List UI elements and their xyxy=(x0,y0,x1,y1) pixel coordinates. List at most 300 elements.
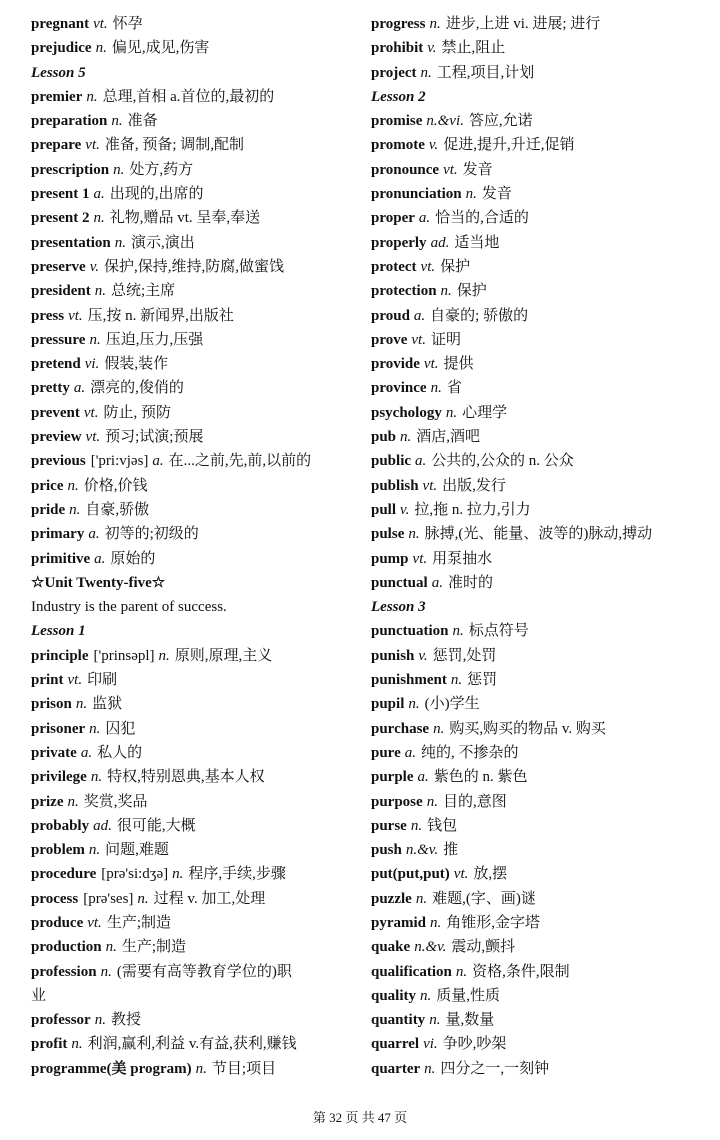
vocab-entry xyxy=(371,522,701,546)
entry-word: pronounce xyxy=(371,161,440,178)
entry-definition: 监狱 xyxy=(92,696,123,713)
vocab-entry xyxy=(371,741,701,765)
entry-definition: 礼物,赠品 vt. 呈奉,奉送 xyxy=(109,210,261,227)
vocab-entry xyxy=(371,935,701,959)
entry-definition: 预习;试演;预展 xyxy=(105,429,204,446)
entry-definition: 原始的 xyxy=(110,550,156,567)
entry-definition: 紫色的 n. 紫色 xyxy=(433,769,528,786)
entry-word: price xyxy=(31,477,64,494)
vocab-entry xyxy=(31,449,361,473)
vocab-entry xyxy=(371,1008,701,1032)
vocab-entry xyxy=(371,668,701,692)
entry-definition: 怀孕 xyxy=(112,16,143,32)
entry-word: pressure xyxy=(31,331,86,348)
entry-word: purple xyxy=(371,769,414,786)
entry-word: quality xyxy=(371,987,417,1004)
entry-word: pronunciation xyxy=(371,186,462,203)
entry-definition: 纯的, 不掺杂的 xyxy=(420,744,519,761)
entry-part-of-speech: ad. xyxy=(430,234,450,251)
entry-part-of-speech: a. xyxy=(418,210,431,227)
entry-part-of-speech: n. xyxy=(75,696,88,713)
entry-word: quarrel xyxy=(371,1036,420,1053)
entry-definition: 出版,发行 xyxy=(442,477,506,494)
entry-part-of-speech: a. xyxy=(404,744,416,761)
entry-word: protection xyxy=(371,283,437,300)
entry-definition: 保护,保持,维持,防腐,做蜜饯 xyxy=(104,258,285,275)
entry-part-of-speech: n. xyxy=(158,647,170,664)
vocab-entry xyxy=(371,571,701,595)
vocab-entry xyxy=(371,255,701,279)
entry-word: president xyxy=(31,283,91,300)
entry-definition: 购买,购买的物品 v. 购买 xyxy=(449,720,606,737)
entry-definition: 出现的,出席的 xyxy=(109,186,204,203)
entry-part-of-speech: vt. xyxy=(412,550,428,567)
entry-word: properly xyxy=(371,234,427,251)
entry-definition: 钱包 xyxy=(427,817,458,834)
vocab-entry xyxy=(371,206,701,230)
entry-definition: (小)学生 xyxy=(424,696,480,713)
entry-word: protect xyxy=(371,258,417,275)
vocab-entry xyxy=(31,231,361,255)
entry-part-of-speech: vt. xyxy=(453,866,469,883)
vocab-entry xyxy=(371,425,701,449)
entry-word: pretty xyxy=(31,380,70,397)
entry-definition: 生产;制造 xyxy=(121,939,186,956)
entry-word: presentation xyxy=(31,234,111,251)
page-footer: 第 32 页 共 47 页 xyxy=(312,1110,408,1125)
vocab-entry xyxy=(31,1057,361,1081)
entry-definition: 原则,原理,主义 xyxy=(174,647,273,664)
entry-definition: 教授 xyxy=(110,1012,141,1029)
vocab-entry xyxy=(371,717,701,741)
entry-word: promise xyxy=(371,113,423,130)
entry-definition: 利润,赢利,利益 v.有益,获利,赚钱 xyxy=(87,1036,297,1053)
entry-word: procedure xyxy=(31,866,97,883)
entry-definition: 答应,允诺 xyxy=(468,113,533,130)
entry-definition: 标点符号 xyxy=(468,623,529,640)
vocab-entry xyxy=(31,158,361,182)
entry-word: premier xyxy=(31,88,83,105)
entry-word: pyramid xyxy=(371,914,427,931)
entry-definition: 保护 xyxy=(440,258,471,275)
entry-word: profession xyxy=(31,963,97,980)
vocab-entry xyxy=(371,887,701,911)
entry-word: primitive xyxy=(31,550,91,567)
vocab-entry xyxy=(31,401,361,425)
entry-word: progress xyxy=(371,16,426,32)
entry-part-of-speech: vi. xyxy=(84,356,100,373)
entry-part-of-speech: n. xyxy=(440,283,452,300)
vocab-entry xyxy=(371,498,701,522)
lesson-heading: Lesson 2 xyxy=(371,88,426,105)
entry-definition: 工程,项目,计划 xyxy=(436,64,535,81)
entry-definition: 节目;项目 xyxy=(211,1060,277,1077)
vocab-entry xyxy=(371,547,701,571)
entry-definition: 问题,难题 xyxy=(105,842,169,859)
entry-part-of-speech: n. xyxy=(445,404,458,421)
entry-word: promote xyxy=(371,137,425,154)
vocab-entry xyxy=(371,279,701,303)
vocab-entry xyxy=(31,109,361,133)
entry-part-of-speech: a. xyxy=(73,380,86,397)
entry-definition: 初等的;初级的 xyxy=(104,526,199,543)
entry-word: prison xyxy=(31,696,72,713)
vocab-entry xyxy=(31,279,361,303)
entry-word: pulse xyxy=(371,526,405,543)
entry-definition: 目的,意图 xyxy=(442,793,507,810)
entry-definition: 程序,手续,步骤 xyxy=(188,866,286,883)
entry-part-of-speech: n. xyxy=(429,1012,441,1029)
entry-part-of-speech: n. xyxy=(95,40,107,57)
entry-definition: 角锥形,金字塔 xyxy=(446,914,541,931)
vocab-entry xyxy=(31,12,361,36)
entry-part-of-speech: n. xyxy=(67,793,79,810)
entry-part-of-speech: n. xyxy=(94,283,106,300)
entry-part-of-speech: a. xyxy=(413,307,426,324)
entry-part-of-speech: vt. xyxy=(443,161,458,178)
vocab-entry xyxy=(31,741,361,765)
entry-definition: 进步,上进 vi. 进展; 进行 xyxy=(445,16,601,32)
entry-part-of-speech: n.&v. xyxy=(405,842,439,859)
entry-part-of-speech: n. xyxy=(105,939,117,956)
vocab-entry xyxy=(371,765,701,789)
vocab-entry xyxy=(31,474,361,498)
entry-word: programme(美 program) xyxy=(31,1060,192,1077)
entry-word: pull xyxy=(371,501,397,518)
entry-word: produce xyxy=(31,914,84,931)
text-line: 业 xyxy=(31,987,47,1004)
vocab-entry xyxy=(31,1032,361,1056)
entry-word: pride xyxy=(31,501,66,518)
vocab-entry xyxy=(371,158,701,182)
vocab-entry xyxy=(371,790,701,814)
vocab-entry xyxy=(371,911,701,935)
entry-word: private xyxy=(31,744,77,761)
entry-phonetic: [prə'ses] xyxy=(83,890,134,907)
vocab-entry xyxy=(371,36,701,60)
entry-word: purpose xyxy=(371,793,423,810)
entry-part-of-speech: n. xyxy=(195,1060,207,1077)
entry-definition: 提供 xyxy=(443,356,474,373)
entry-word: provide xyxy=(371,356,420,373)
vocab-entry xyxy=(31,935,361,959)
vocab-entry xyxy=(31,960,361,984)
vocab-entry xyxy=(31,717,361,741)
vocab-entry xyxy=(31,182,361,206)
entry-definition: 放,摆 xyxy=(473,866,508,883)
entry-word: print xyxy=(31,672,64,689)
entry-word: preparation xyxy=(31,113,108,130)
vocab-entry xyxy=(31,376,361,400)
vocab-entry xyxy=(31,814,361,838)
entry-definition: 省 xyxy=(446,380,462,397)
entry-word: province xyxy=(371,380,427,397)
entry-part-of-speech: v. xyxy=(89,258,99,275)
entry-definition: 私人的 xyxy=(97,744,143,761)
entry-definition: 震动,颤抖 xyxy=(451,939,516,956)
vocab-entry xyxy=(371,474,701,498)
entry-definition: 准备 xyxy=(127,113,158,130)
entry-definition: 心理学 xyxy=(462,404,508,421)
entry-definition: 过程 v. 加工,处理 xyxy=(153,890,266,907)
vocab-entry xyxy=(371,376,701,400)
entry-word: prevent xyxy=(31,404,80,421)
entry-part-of-speech: a. xyxy=(94,550,106,567)
entry-part-of-speech: n. xyxy=(465,186,477,203)
entry-part-of-speech: a. xyxy=(88,526,100,543)
entry-definition: 漂亮的,俊俏的 xyxy=(90,380,184,397)
entry-phonetic: ['pri:vjəs] xyxy=(90,453,149,470)
entry-word: primary xyxy=(31,526,85,543)
entry-part-of-speech: n. xyxy=(88,842,101,859)
vocab-entry xyxy=(31,887,361,911)
entry-word: principle xyxy=(31,647,89,664)
entry-part-of-speech: n. xyxy=(450,672,463,689)
entry-definition: 证明 xyxy=(430,331,461,348)
lesson-heading: Lesson 1 xyxy=(31,623,86,640)
vocab-entry xyxy=(31,206,361,230)
entry-part-of-speech: n. xyxy=(89,720,101,737)
vocab-entry xyxy=(371,814,701,838)
vocab-entry xyxy=(31,255,361,279)
entry-part-of-speech: n. xyxy=(429,16,441,32)
vocab-entry xyxy=(371,449,701,473)
entry-part-of-speech: n. xyxy=(114,234,126,251)
entry-word: punish xyxy=(371,647,415,664)
entry-word: punctual xyxy=(371,574,428,591)
vocab-entry xyxy=(31,692,361,716)
entry-word: push xyxy=(371,842,402,859)
entry-definition: 争吵,吵架 xyxy=(442,1036,507,1053)
vocab-entry xyxy=(371,109,701,133)
vocab-entry xyxy=(31,85,361,109)
entry-definition: 很可能,大概 xyxy=(116,817,196,834)
vocab-entry xyxy=(31,328,361,352)
entry-word: production xyxy=(31,939,102,956)
entry-definition: 在...之前,先,前,以前的 xyxy=(168,453,312,470)
entry-word: professor xyxy=(31,1012,91,1029)
entry-part-of-speech: n. xyxy=(430,914,442,931)
entry-part-of-speech: n. xyxy=(113,161,125,178)
entry-word: pupil xyxy=(371,696,405,713)
entry-word: punishment xyxy=(371,672,447,689)
entry-definition: 公共的,公众的 n. 公众 xyxy=(431,453,574,470)
vocab-entry xyxy=(31,1008,361,1032)
entry-part-of-speech: n. xyxy=(433,720,445,737)
entry-definition: 惩罚,处罚 xyxy=(432,647,497,664)
entry-word: put(put,put) xyxy=(371,866,450,883)
entry-definition: 演示,演出 xyxy=(130,234,195,251)
entry-part-of-speech: ad. xyxy=(93,817,112,834)
entry-word: purse xyxy=(371,817,407,834)
vocab-entry xyxy=(31,352,361,376)
entry-part-of-speech: a. xyxy=(93,186,105,203)
entry-part-of-speech: a. xyxy=(415,453,427,470)
entry-word: problem xyxy=(31,842,85,859)
lesson-heading: Lesson 3 xyxy=(371,599,426,616)
entry-definition: 资格,条件,限制 xyxy=(472,963,570,980)
entry-word: pure xyxy=(371,744,401,761)
entry-word: preserve xyxy=(31,258,86,275)
entry-word: proud xyxy=(371,307,410,324)
entry-part-of-speech: n. xyxy=(452,623,464,640)
entry-definition: 生产;制造 xyxy=(106,914,171,931)
entry-part-of-speech: n. xyxy=(420,987,432,1004)
entry-word: prisoner xyxy=(31,720,86,737)
entry-word: present 2 xyxy=(31,210,90,227)
entry-word: project xyxy=(371,64,417,81)
entry-part-of-speech: n. xyxy=(137,890,149,907)
entry-word: prejudice xyxy=(31,40,92,57)
entry-definition: 发音 xyxy=(462,161,493,178)
vocab-entry xyxy=(371,960,701,984)
vocab-entry xyxy=(371,182,701,206)
entry-definition: 处方,药方 xyxy=(129,161,194,178)
vocab-entry xyxy=(31,498,361,522)
entry-part-of-speech: n. xyxy=(100,963,112,980)
entry-phonetic: ['prinsəpl] xyxy=(93,647,155,664)
vocab-entry xyxy=(371,1057,701,1081)
entry-word: quantity xyxy=(371,1012,426,1029)
vocab-entry xyxy=(371,328,701,352)
entry-word: quake xyxy=(371,939,411,956)
entry-word: prepare xyxy=(31,137,82,154)
entry-part-of-speech: a. xyxy=(431,574,443,591)
entry-part-of-speech: n. xyxy=(430,380,442,397)
vocab-entry xyxy=(31,765,361,789)
entry-word: pub xyxy=(371,429,397,446)
entry-part-of-speech: v. xyxy=(428,137,439,154)
entry-definition: 囚犯 xyxy=(105,720,136,737)
entry-word: publish xyxy=(371,477,419,494)
entry-part-of-speech: n. xyxy=(415,890,428,907)
vocab-entry xyxy=(31,133,361,157)
vocab-entry xyxy=(31,522,361,546)
entry-word: qualification xyxy=(371,963,452,980)
vocab-entry xyxy=(31,425,361,449)
entry-definition: 压迫,压力,压强 xyxy=(105,331,204,348)
entry-definition: 防止, 预防 xyxy=(103,404,171,421)
entry-part-of-speech: n. xyxy=(111,113,123,130)
entry-word: pregnant xyxy=(31,16,90,32)
entry-part-of-speech: vt. xyxy=(85,429,101,446)
entry-word: privilege xyxy=(31,769,87,786)
entry-part-of-speech: vt. xyxy=(420,258,436,275)
vocab-entry xyxy=(31,547,361,571)
entry-definition: 酒店,酒吧 xyxy=(416,429,481,446)
entry-part-of-speech: n. xyxy=(408,526,420,543)
entry-word: prize xyxy=(31,793,64,810)
entry-part-of-speech: n. xyxy=(172,866,184,883)
vocab-entry xyxy=(371,304,701,328)
entry-part-of-speech: vt. xyxy=(67,672,83,689)
vocab-entry xyxy=(31,668,361,692)
vocab-entry xyxy=(371,619,701,643)
entry-word: public xyxy=(371,453,412,470)
entry-word: psychology xyxy=(371,404,442,421)
entry-part-of-speech: v. xyxy=(400,501,410,518)
entry-definition: 四分之一,一刻钟 xyxy=(440,1060,550,1077)
vocab-entry xyxy=(371,352,701,376)
entry-definition: 脉搏,(光、能量、波等的)脉动,搏动 xyxy=(424,526,653,543)
entry-word: profit xyxy=(31,1036,68,1053)
entry-part-of-speech: v. xyxy=(427,40,437,57)
vocab-entry xyxy=(371,838,701,862)
entry-part-of-speech: n. xyxy=(93,210,105,227)
right-column xyxy=(371,12,701,1081)
entry-part-of-speech: vt. xyxy=(422,477,438,494)
entry-part-of-speech: v. xyxy=(418,647,428,664)
vocab-entry xyxy=(31,838,361,862)
entry-definition: 特权,特别恩典,基本人权 xyxy=(107,769,265,786)
entry-word: pump xyxy=(371,550,409,567)
vocab-entry xyxy=(371,644,701,668)
entry-definition: 压,按 n. 新闻界,出版社 xyxy=(87,307,234,324)
entry-word: prescription xyxy=(31,161,110,178)
entry-part-of-speech: n.&vi. xyxy=(426,113,464,130)
vocab-entry xyxy=(31,644,361,668)
vocab-entry xyxy=(371,231,701,255)
entry-part-of-speech: n. xyxy=(424,1060,436,1077)
entry-definition: 自豪,骄傲 xyxy=(85,501,150,518)
entry-definition: 价格,价钱 xyxy=(83,477,148,494)
vocab-entry xyxy=(371,61,701,85)
entry-part-of-speech: n. xyxy=(67,477,79,494)
entry-word: preview xyxy=(31,429,82,446)
entry-part-of-speech: n. xyxy=(71,1036,83,1053)
entry-part-of-speech: n. xyxy=(69,501,81,518)
entry-word: present 1 xyxy=(31,186,90,203)
entry-definition: 自豪的; 骄傲的 xyxy=(430,307,529,324)
vocab-entry xyxy=(371,133,701,157)
entry-word: pretend xyxy=(31,356,81,373)
entry-definition: 适当地 xyxy=(454,234,500,251)
entry-definition: 假装,装作 xyxy=(104,356,169,373)
lesson-heading: Lesson 5 xyxy=(31,64,86,81)
entry-definition: 量,数量 xyxy=(445,1012,495,1029)
vocab-entry xyxy=(31,862,361,886)
entry-part-of-speech: n. xyxy=(89,331,101,348)
vocab-entry xyxy=(371,984,701,1008)
entry-part-of-speech: a. xyxy=(80,744,93,761)
entry-word: punctuation xyxy=(371,623,449,640)
entry-part-of-speech: n. xyxy=(86,88,98,105)
entry-definition: 准备, 预备; 调制,配制 xyxy=(104,137,245,154)
entry-word: quarter xyxy=(371,1060,421,1077)
vocab-entry xyxy=(371,1032,701,1056)
vocab-entry xyxy=(31,911,361,935)
entry-word: proper xyxy=(371,210,415,227)
entry-definition: 偏见,成见,伤害 xyxy=(111,40,210,57)
entry-definition: 奖赏,奖品 xyxy=(83,793,148,810)
entry-part-of-speech: n. xyxy=(420,64,432,81)
entry-definition: 保护 xyxy=(456,283,487,300)
vocab-entry xyxy=(31,790,361,814)
entry-part-of-speech: a. xyxy=(152,453,164,470)
vocab-entry xyxy=(371,12,701,36)
entry-part-of-speech: a. xyxy=(417,769,429,786)
entry-phonetic: [prə'si:dʒə] xyxy=(101,866,169,883)
text-line: Industry is the parent of success. xyxy=(31,599,227,616)
entry-part-of-speech: n.&v. xyxy=(414,939,447,956)
entry-definition: 拉,拖 n. 拉力,引力 xyxy=(414,501,531,518)
entry-part-of-speech: vt. xyxy=(87,914,102,931)
entry-definition: 总理,首相 a.首位的,最初的 xyxy=(102,88,275,105)
entry-word: prohibit xyxy=(371,40,424,57)
entry-part-of-speech: vi. xyxy=(423,1036,438,1053)
entry-part-of-speech: n. xyxy=(426,793,438,810)
entry-part-of-speech: n. xyxy=(410,817,423,834)
